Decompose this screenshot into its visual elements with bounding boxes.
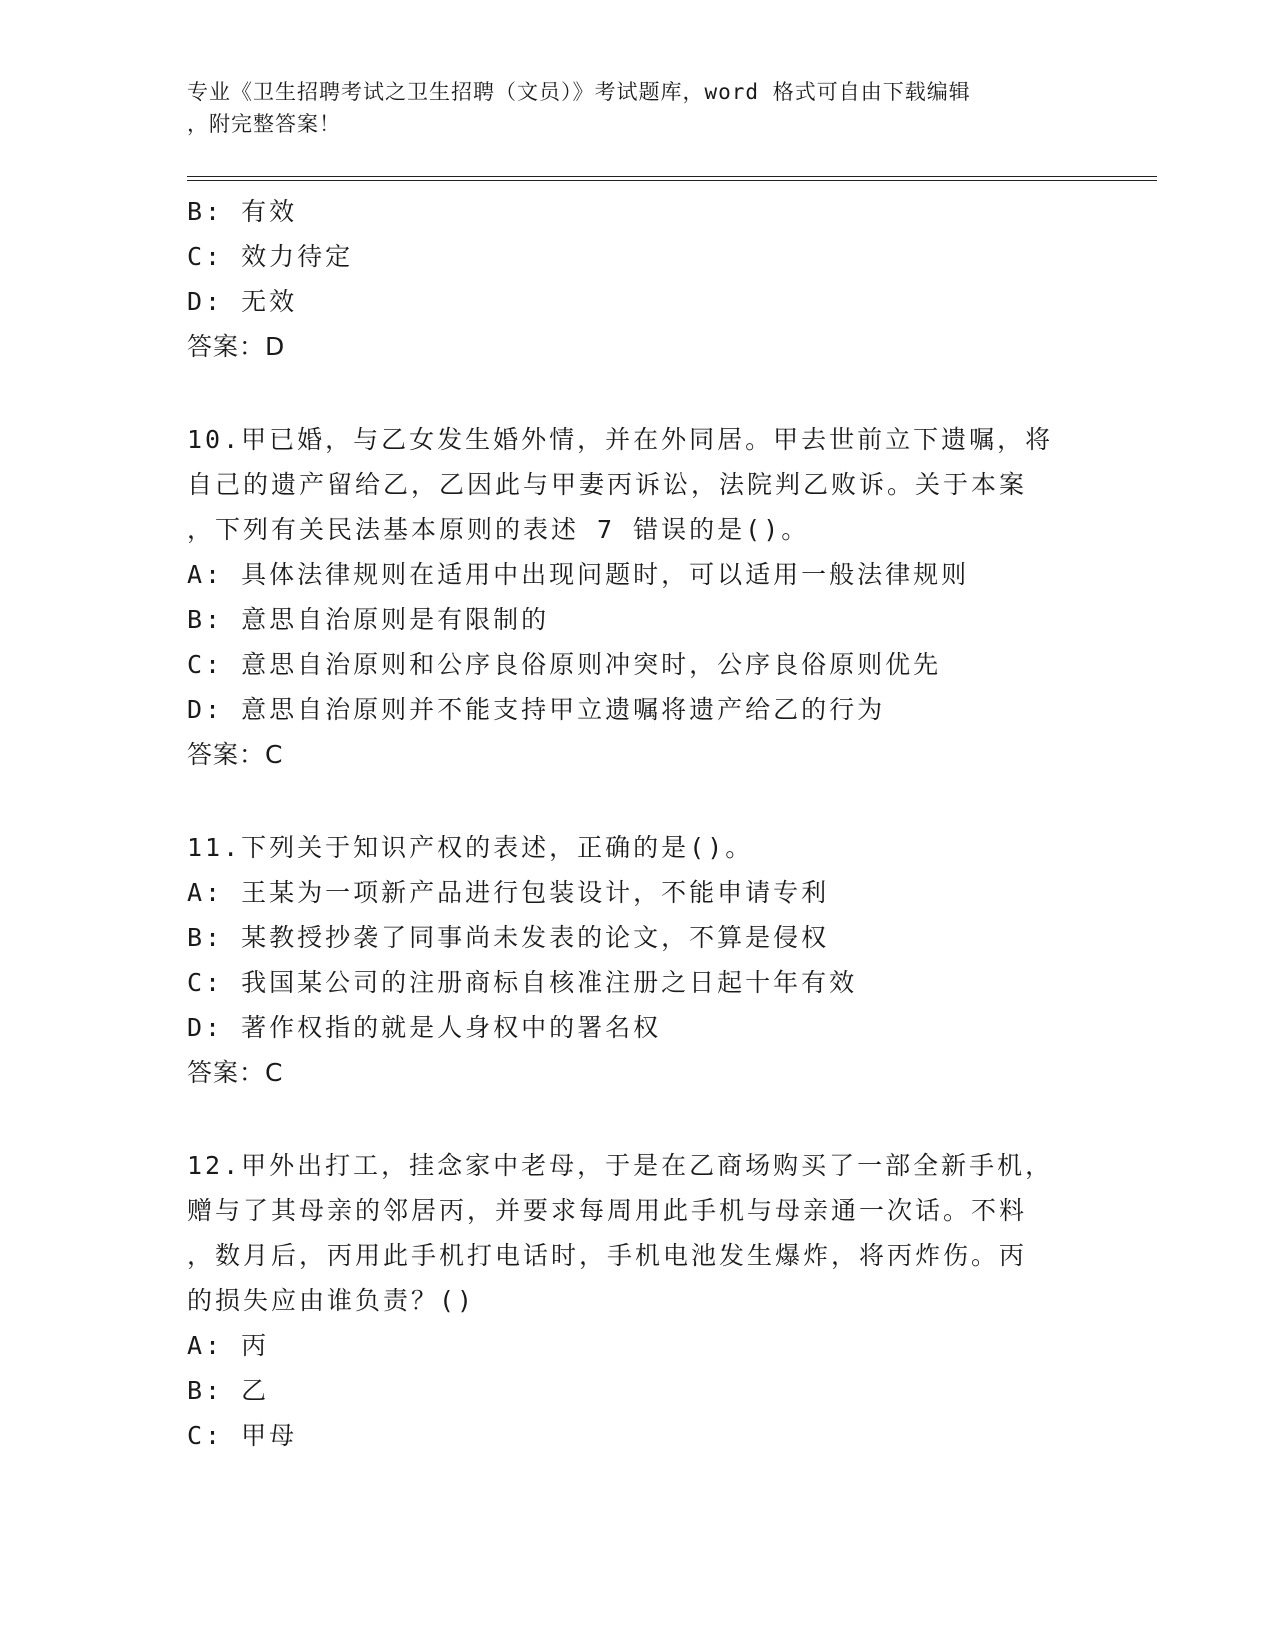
question-list: [187, 189, 1087, 1458]
question-stem-line: 赠与了其母亲的邻居丙，并要求每周用此手机与母亲通一次话。不料: [187, 1196, 1028, 1225]
question-9-tail: [187, 189, 1087, 369]
option-d: D: 意思自治原则并不能支持甲立遗嘱将遗产给乙的行为: [187, 695, 886, 724]
question-10: [187, 417, 1087, 777]
answer-line: 答案：C: [187, 1058, 284, 1087]
option-c: C: 效力待定: [187, 242, 354, 271]
question-stem-line: 12.甲外出打工，挂念家中老母，于是在乙商场购买了一部全新手机，: [187, 1151, 1054, 1180]
option-d: D: 著作权指的就是人身权中的署名权: [187, 1013, 662, 1042]
question-stem-line: ，数月后，丙用此手机打电话时，手机电池发生爆炸，将丙炸伤。丙: [187, 1241, 1028, 1270]
document-header: [187, 76, 1067, 140]
question-11: [187, 825, 1087, 1095]
answer-line: 答案：D: [187, 332, 286, 361]
option-c: C: 意思自治原则和公序良俗原则冲突时，公序良俗原则优先: [187, 650, 942, 679]
header-line-2: ，附完整答案！: [187, 112, 341, 136]
answer-line: 答案：C: [187, 740, 284, 769]
option-a: A: 具体法律规则在适用中出现问题时，可以适用一般法律规则: [187, 560, 970, 589]
question-stem-line: 自己的遗产留给乙，乙因此与甲妻丙诉讼，法院判乙败诉。关于本案: [187, 470, 1028, 499]
option-a: A: 王某为一项新产品进行包装设计，不能申请专利: [187, 878, 830, 907]
option-a: A: 丙: [187, 1331, 270, 1360]
question-stem-line: 11.下列关于知识产权的表述，正确的是()。: [187, 833, 754, 862]
question-12: [187, 1143, 1087, 1458]
header-line-1: 专业《卫生招聘考试之卫生招聘（文员）》考试题库，word 格式可自由下载编辑: [187, 80, 971, 104]
question-spacer: [187, 369, 1087, 417]
option-c: C: 甲母: [187, 1421, 298, 1450]
option-b: B: 有效: [187, 197, 298, 226]
option-b: B: 意思自治原则是有限制的: [187, 605, 550, 634]
question-stem-line: ，下列有关民法基本原则的表述 7 错误的是()。: [187, 515, 810, 544]
header-divider: [187, 176, 1157, 181]
option-d: D: 无效: [187, 287, 298, 316]
question-stem-line: 的损失应由谁负责？(): [187, 1286, 476, 1315]
question-spacer: [187, 777, 1087, 825]
option-b: B: 乙: [187, 1376, 270, 1405]
question-stem-line: 10.甲已婚，与乙女发生婚外情，并在外同居。甲去世前立下遗嘱，将: [187, 425, 1054, 454]
option-b: B: 某教授抄袭了同事尚未发表的论文，不算是侵权: [187, 923, 830, 952]
option-c: C: 我国某公司的注册商标自核准注册之日起十年有效: [187, 968, 858, 997]
question-spacer: [187, 1095, 1087, 1143]
